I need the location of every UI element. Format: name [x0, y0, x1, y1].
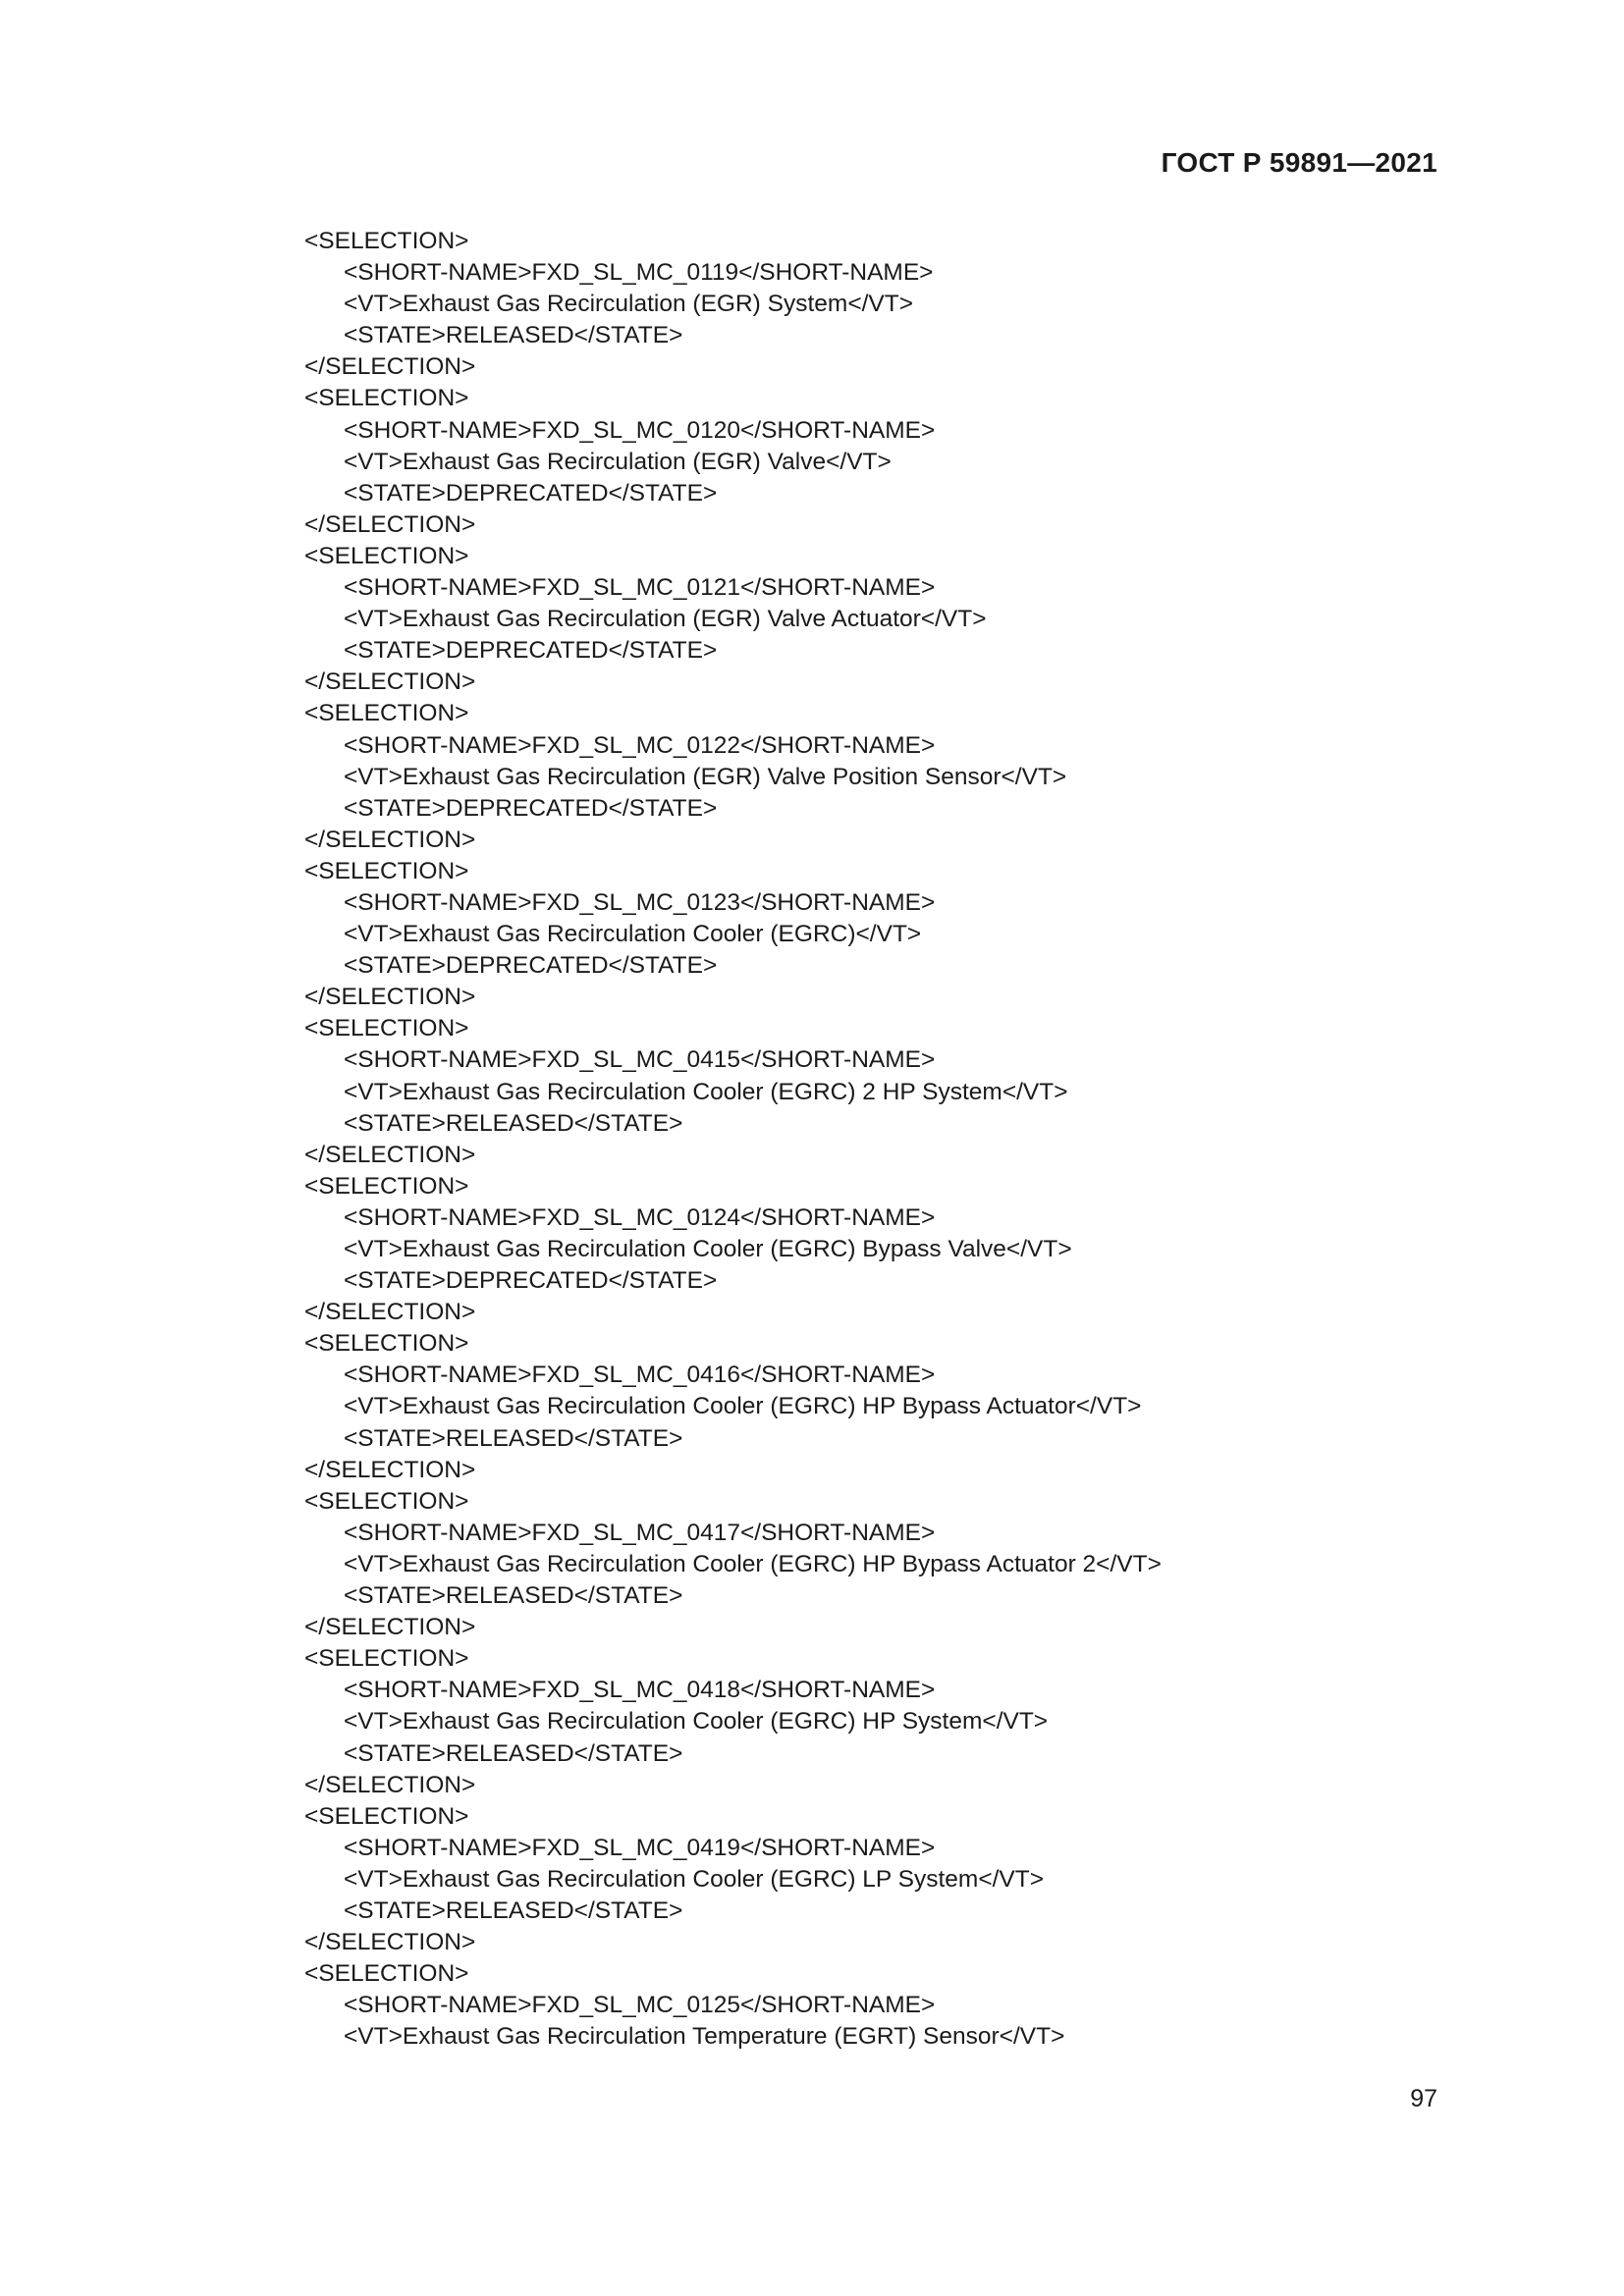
- code-line: <SHORT-NAME>FXD_SL_MC_0121</SHORT-NAME>: [344, 574, 936, 602]
- code-line: <SELECTION>: [304, 542, 469, 569]
- code-line: <SHORT-NAME>FXD_SL_MC_0123</SHORT-NAME>: [344, 888, 936, 916]
- code-line: <STATE>RELEASED</STATE>: [344, 322, 683, 349]
- code-line: <VT>Exhaust Gas Recirculation (EGR) Valve Actuator</VT>: [344, 606, 987, 633]
- code-line: <SELECTION>: [304, 1645, 469, 1673]
- code-line: <SELECTION>: [304, 1487, 469, 1515]
- code-line: <STATE>DEPRECATED</STATE>: [344, 794, 718, 822]
- code-line: <SELECTION>: [304, 1802, 469, 1830]
- code-line: <SHORT-NAME>FXD_SL_MC_0416</SHORT-NAME>: [344, 1362, 936, 1389]
- code-line: </SELECTION>: [304, 1299, 476, 1326]
- page-number: 97: [1410, 2085, 1437, 2112]
- code-line: <SHORT-NAME>FXD_SL_MC_0122</SHORT-NAME>: [344, 731, 936, 759]
- code-line: <VT>Exhaust Gas Recirculation Cooler (EGRC)</VT>: [344, 921, 922, 948]
- code-line: <SHORT-NAME>FXD_SL_MC_0417</SHORT-NAME>: [344, 1519, 936, 1546]
- code-line: <VT>Exhaust Gas Recirculation Temperature (EGRT) Sensor</VT>: [344, 2023, 1065, 2051]
- code-line: <STATE>DEPRECATED</STATE>: [344, 637, 718, 665]
- code-line: <VT>Exhaust Gas Recirculation Cooler (EGRC) HP Bypass Actuator</VT>: [344, 1393, 1142, 1420]
- code-line: </SELECTION>: [304, 668, 476, 696]
- code-line: <STATE>DEPRECATED</STATE>: [344, 1267, 718, 1295]
- code-line: <VT>Exhaust Gas Recirculation (EGR) Valve</VT>: [344, 448, 892, 475]
- code-line: </SELECTION>: [304, 1771, 476, 1798]
- code-line: <SELECTION>: [304, 857, 469, 884]
- code-line: <SHORT-NAME>FXD_SL_MC_0120</SHORT-NAME>: [344, 416, 936, 444]
- code-line: <STATE>RELEASED</STATE>: [344, 1739, 683, 1767]
- code-line: <STATE>DEPRECATED</STATE>: [344, 479, 718, 507]
- code-line: <STATE>DEPRECATED</STATE>: [344, 952, 718, 980]
- code-line: <SHORT-NAME>FXD_SL_MC_0415</SHORT-NAME>: [344, 1046, 936, 1074]
- code-line: </SELECTION>: [304, 1141, 476, 1168]
- xml-code-listing: [304, 226, 1434, 2053]
- code-line: <SELECTION>: [304, 228, 469, 254]
- code-line: </SELECTION>: [304, 826, 476, 853]
- code-line: <VT>Exhaust Gas Recirculation Cooler (EGRC) 2 HP System</VT>: [344, 1078, 1068, 1105]
- code-line: <VT>Exhaust Gas Recirculation Cooler (EGRC) HP Bypass Actuator 2</VT>: [344, 1550, 1162, 1577]
- code-line: <VT>Exhaust Gas Recirculation Cooler (EGRC) Bypass Valve</VT>: [344, 1236, 1072, 1262]
- document-code-header: ГОСТ Р 59891—2021: [1161, 147, 1437, 178]
- code-line: <SELECTION>: [304, 1172, 469, 1200]
- code-line: <SELECTION>: [304, 700, 469, 727]
- code-line: <STATE>RELEASED</STATE>: [344, 1424, 683, 1452]
- code-line: <SHORT-NAME>FXD_SL_MC_0125</SHORT-NAME>: [344, 1992, 936, 2019]
- code-line: <SHORT-NAME>FXD_SL_MC_0418</SHORT-NAME>: [344, 1677, 936, 1704]
- code-line: <VT>Exhaust Gas Recirculation (EGR) System</VT>: [344, 291, 914, 318]
- code-line: </SELECTION>: [304, 510, 476, 538]
- code-line: <SELECTION>: [304, 385, 469, 412]
- code-line: <STATE>RELEASED</STATE>: [344, 1109, 683, 1137]
- code-line: <SHORT-NAME>FXD_SL_MC_0119</SHORT-NAME>: [344, 259, 934, 287]
- code-line: <SELECTION>: [304, 1330, 469, 1358]
- code-line: <SHORT-NAME>FXD_SL_MC_0419</SHORT-NAME>: [344, 1834, 936, 1861]
- code-line: </SELECTION>: [304, 1929, 476, 1956]
- code-line: <VT>Exhaust Gas Recirculation Cooler (EGRC) HP System</VT>: [344, 1708, 1049, 1735]
- code-line: </SELECTION>: [304, 353, 476, 381]
- code-line: <STATE>RELEASED</STATE>: [344, 1582, 683, 1610]
- code-line: <VT>Exhaust Gas Recirculation (EGR) Valve Position Sensor</VT>: [344, 763, 1067, 790]
- code-line: </SELECTION>: [304, 1614, 476, 1641]
- code-line: <VT>Exhaust Gas Recirculation Cooler (EGRC) LP System</VT>: [344, 1865, 1045, 1893]
- code-line: <SELECTION>: [304, 1015, 469, 1042]
- code-line: <SHORT-NAME>FXD_SL_MC_0124</SHORT-NAME>: [344, 1203, 936, 1231]
- code-line: </SELECTION>: [304, 1456, 476, 1483]
- code-line: <STATE>RELEASED</STATE>: [344, 1896, 683, 1924]
- code-line: <SELECTION>: [304, 1960, 469, 1988]
- code-line: </SELECTION>: [304, 984, 476, 1011]
